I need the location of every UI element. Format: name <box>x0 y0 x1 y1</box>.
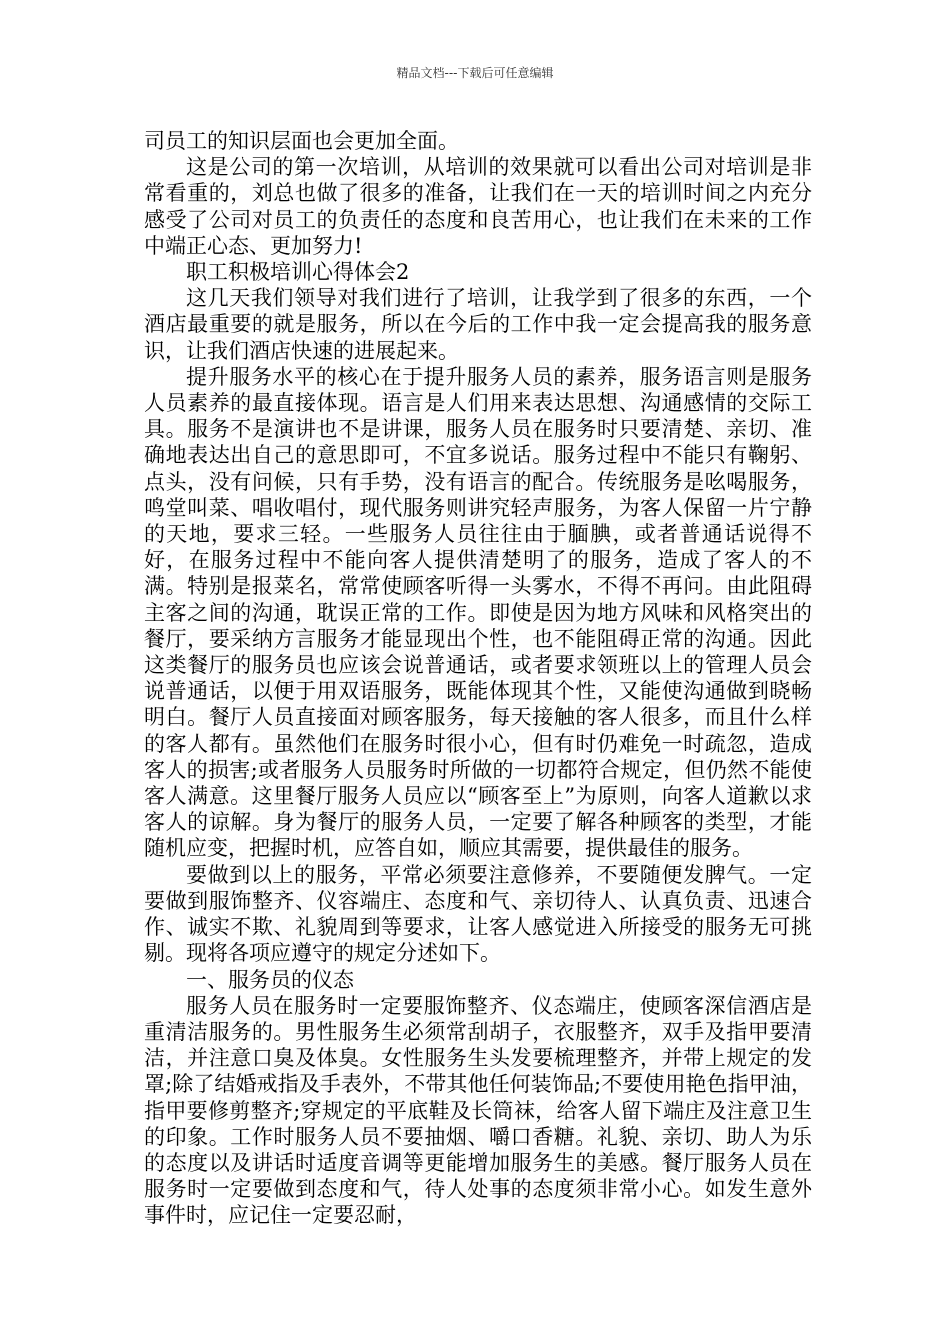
page-header: 精品文档---下载后可任意编辑 <box>396 66 554 80</box>
paragraph-5: 要做到以上的服务，平常必须要注意修养，不要随便发脾气。一定要做到服饰整齐、仪容端庄、态度和气、亲切待人、认真负责、迅速合作、诚实不欺、礼貌周到等要求，让客人感觉进入所接受的服务无可挑剔。现将各项应遵守的规定分述如下。 <box>144 862 812 966</box>
section-heading-2: 职工积极培训心得体会2 <box>186 260 410 285</box>
paragraph-2: 这是公司的第一次培训，从培训的效果就可以看出公司对培训是非常看重的，刘总也做了很多的准备，让我们在一天的培训时间之内充分感受了公司对员工的负责任的态度和良苦用心，也让我们在未来的工作中端正心态、更加努力! <box>144 155 812 258</box>
paragraph-1: 司员工的知识层面也会更加全面。 <box>144 129 459 153</box>
section-heading-etiquette: 一、服务员的仪态 <box>186 967 354 992</box>
document-body <box>144 128 812 1229</box>
paragraph-3: 这几天我们领导对我们进行了培训，让我学到了很多的东西，一个酒店最重要的就是服务，所以在今后的工作中我一定会提高我的服务意识，让我们酒店快速的进展起来。 <box>144 286 812 363</box>
paragraph-6: 服务人员在服务时一定要服饰整齐、仪态端庄，使顾客深信酒店是重清洁服务的。男性服务生必须常刮胡子，衣服整齐，双手及指甲要清洁，并注意口臭及体臭。女性服务生头发要梳理整齐，并带上规定的发罩;除了结婚戒指及手表外，不带其他任何装饰品;不要使用艳色指甲油，指甲要修剪整齐;穿规定的平底鞋及长筒袜，给客人留下端庄及注意卫生的印象。工作时服务人员不要抽烟、嚼口香糖。礼貌、亲切、助人为乐的态度以及讲话时适度音调等更能增加服务生的美感。餐厅服务人员在服务时一定要做到态度和气，待人处事的态度须非常小心。如发生意外事件时，应记住一定要忍耐， <box>144 993 812 1228</box>
paragraph-4: 提升服务水平的核心在于提升服务人员的素养，服务语言则是服务人员素养的最直接体现。语言是人们用来表达思想、沟通感情的交际工具。服务不是演讲也不是讲课，服务人员在服务时只要清楚、亲切、准确地表达出自己的意思即可，不宜多说话。服务过程中不能只有鞠躬、点头，没有问候，只有手势，没有语言的配合。传统服务是吆喝服务，鸣堂叫菜、唱收唱付，现代服务则讲究轻声服务，为客人保留一片宁静的天地，要求三轻。一些服务人员往往由于腼腆，或者普通话说得不好，在服务过程中不能向客人提供清楚明了的服务，造成了客人的不满。特别是报菜名，常常使顾客听得一头雾水，不得不再问。由此阻碍主客之间的沟通，耽误正常的工作。即使是因为地方风味和风格突出的餐厅，要采纳方言服务才能显现出个性，也不能阻碍正常的沟通。因此这类餐厅的服务员也应该会说普通话，或者要求领班以上的管理人员会说普通话，以便于用双语服务，既能体现其个性，又能使沟通做到晓畅明白。餐厅人员直接面对顾客服务，每天接触的客人很多，而且什么样的客人都有。虽然他们在服务时很小心，但有时仍难免一时疏忽，造成客人的损害;或者服务人员服务时所做的一切都符合规定，但仍然不能使客人满意。这里餐厅服务人员应以“顾客至上”为原则，向客人道歉以求客人的谅解。身为餐厅的服务人员，一定要了解各种顾客的类型，才能随机应变，把握时机，应答自如，顺应其需要，提供最佳的服务。 <box>144 364 812 861</box>
